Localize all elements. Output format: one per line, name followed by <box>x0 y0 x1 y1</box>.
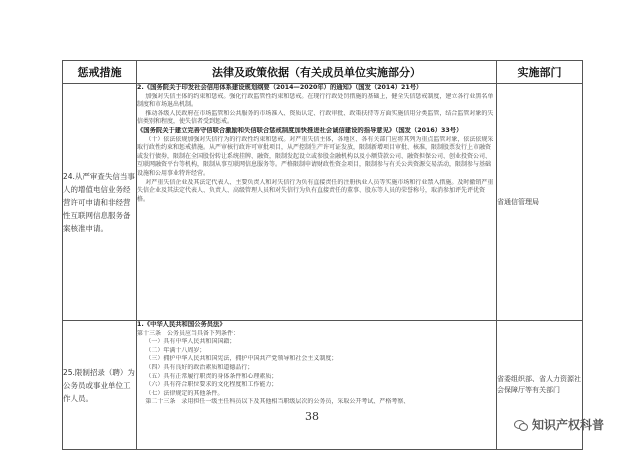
wechat-icon <box>514 419 528 431</box>
basis-paragraph: 《国务院关于建立完善守信联合激励和失信联合惩戒制度加快推进社会诚信建设的指导意见》（国发（2016）33号） <box>137 126 463 134</box>
measure-cell: 25.限制招录（聘）为公务员或事业单位工作人员。 <box>63 321 137 450</box>
basis-paragraph: （五）具有正常履行职责的身体条件和心理素质； <box>145 372 278 380</box>
department-cell: 省通信管理局 <box>497 84 583 321</box>
basis-paragraph: （六）具有符合职位要求的文化程度和工作能力； <box>145 381 278 389</box>
basis-paragraph: （三）拥护中华人民共和国宪法，拥护中国共产党领导和社会主义制度； <box>145 355 338 363</box>
basis-paragraph: 加强对失信主体的约束和惩戒。强化行政监管性约束和惩戒。在现行行政处罚措施的基础上，健全失信惩戒制度，建立各行业黑名单制度和市场退出机制。 <box>137 92 494 109</box>
watermark-text: 知识产权科普 <box>532 418 605 432</box>
header-basis: 法律及政策依据（有关成员单位实施部分） <box>137 61 497 84</box>
department-cell: 省委组织部、省人力资源社会保障厅等有关部门 <box>497 321 583 450</box>
page-number: 38 <box>305 410 319 423</box>
basis-paragraph: （四）具有良好的政治素质和道德品行； <box>145 363 254 371</box>
basis-paragraph: （七）法律规定的其他条件。 <box>145 389 224 397</box>
basis-paragraph: （一）具有中华人民共和国国籍； <box>145 338 236 346</box>
header-measure: 惩戒措施 <box>63 61 137 84</box>
basis-paragraph: 第二十三条 录用担任一级主任科员以下及其他相当职级层次的公务员，采取公开考试、严格考察、 <box>145 398 410 406</box>
policy-table <box>62 60 583 450</box>
watermark <box>514 416 604 433</box>
basis-paragraph: 2.《国务院关于印发社会信用体系建设规划纲要（2014—2020年）的通知》（国发（2014）21号） <box>137 84 423 91</box>
measure-cell: 24.从严审查失信当事人的增值电信业务经营许可申请和非经营性互联网信息服务备案核准申请。 <box>63 84 137 321</box>
header-department: 实施部门 <box>497 61 583 84</box>
basis-paragraph: 推动各级人民政府在市场监管和公共服务的市场准入、资质认定、行政审批、政策扶持等方面实施信用分类监管，结合监管对象的失信类别和程度，使失信者受到惩戒。 <box>137 109 494 126</box>
table-row <box>63 321 583 450</box>
table-header-row <box>63 61 583 84</box>
basis-paragraph: （十）依法依规加强对失信行为的行政性约束和惩戒。对严重失信主体，各地区、各有关部门应将其列为重点监管对象，依法依规采取行政性约束和惩戒措施。从严审核行政许可审批项目，从严控制生产许可证发放，限制新增项目审批、核准，限制股票发行上市融资或发行债券，限制在全国股份转让系统挂牌、融资，限制发起设立或参股金融机构以及小额贷款公司、融资担保公司、创业投资公司、互联网融资平台等机构，限制从事互联网信息服务等。严格限制申请财政性资金项目，限制参与有关公共资源交易活动，限制参与基础设施和公用事业特许经营。 <box>137 135 494 177</box>
basis-paragraph: （二）年满十八周岁； <box>145 346 206 354</box>
basis-paragraph: 第十三条 公务员应当具备下列条件： <box>137 329 240 337</box>
basis-paragraph: 1.《中华人民共和国公务员法》 <box>137 321 226 328</box>
basis-paragraph: 对严重失信企业及其法定代表人、主要负责人和对失信行为负有直接责任的注册执业人员等实施市场和行业禁入措施。及时撤销严重失信企业及其法定代表人、负责人、高级管理人员和对失信行为负有直接责任的董事、股东等人员的荣誉称号，取消参加评先评优资格。 <box>137 178 494 203</box>
table-row <box>63 84 583 321</box>
basis-cell <box>137 321 497 450</box>
basis-cell <box>137 84 497 321</box>
